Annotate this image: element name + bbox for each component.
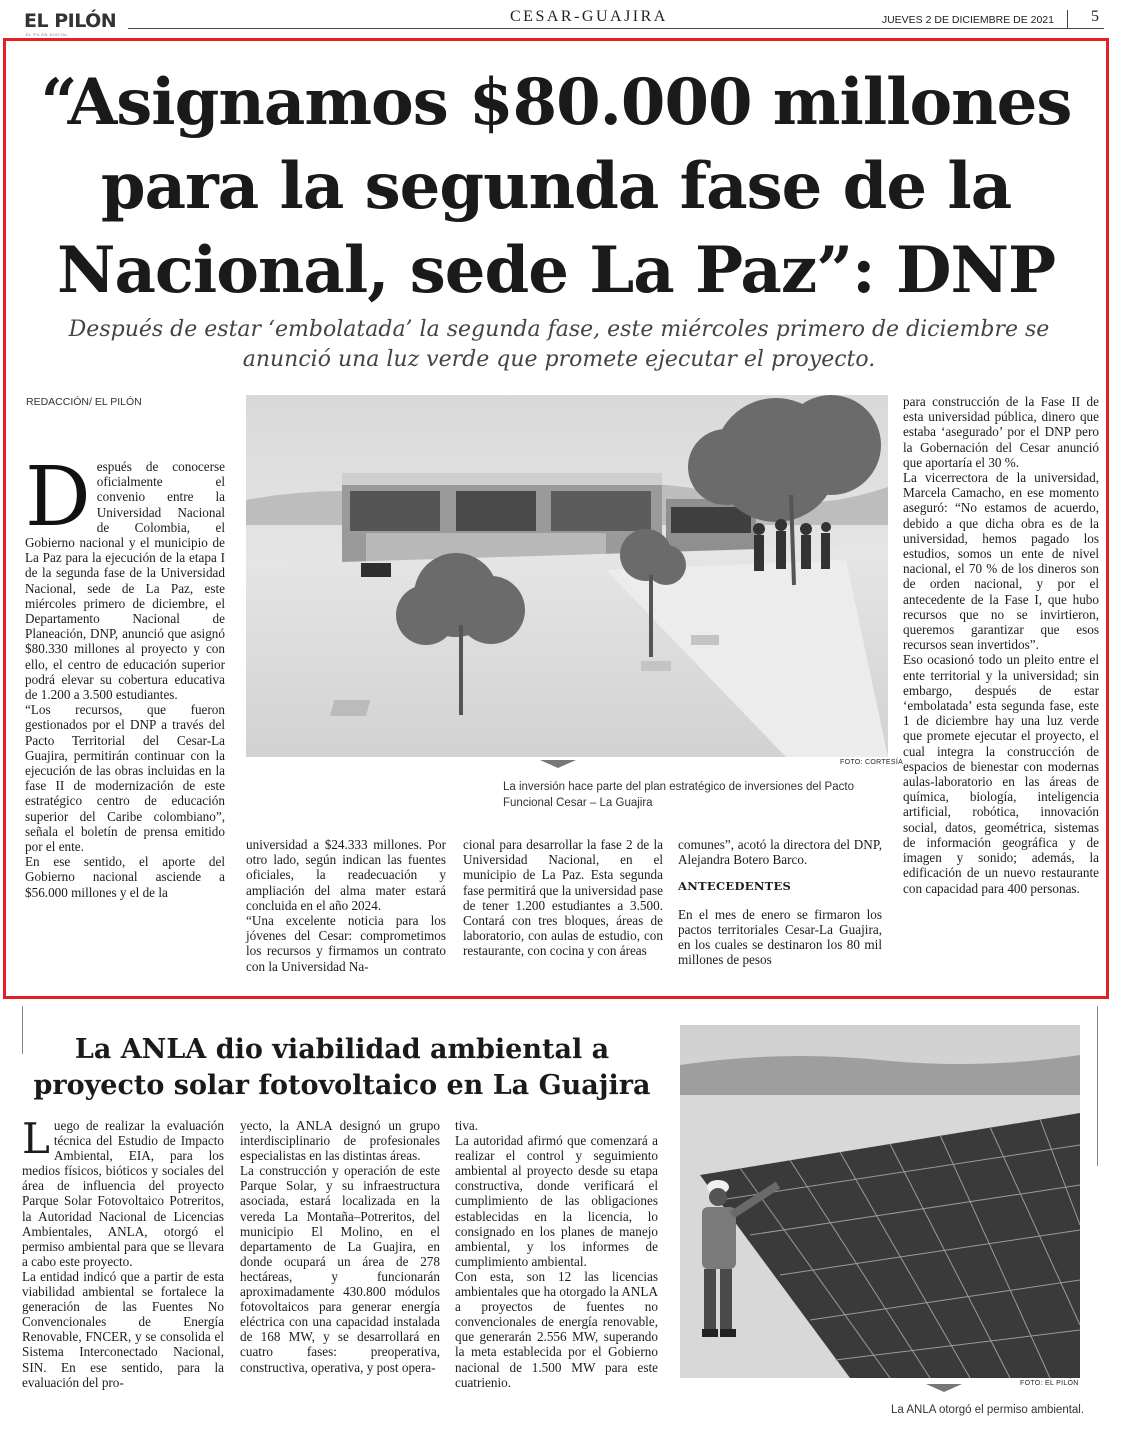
section-name: CESAR-GUAJIRA bbox=[504, 8, 674, 26]
paragraph: “Los recursos, que fueron gestionados por el DNP a través del Pacto Territorial del Cesar-La Guajira, permitirán continuar con la ejecución de las obras incluidas en la fase II de modernización de este estratégico centro de educación superior del Caribe colombiano”, señala el boletín de prensa emitido por el ente. bbox=[25, 702, 225, 855]
caption-pointer-icon bbox=[540, 760, 576, 768]
main-subheadline: Después de estar ‘embolatada’ la segunda fase, este miércoles primero de diciembre se anunció una luz verde que promete ejecutar el proyecto. bbox=[68, 317, 1050, 372]
article-column-4 bbox=[678, 837, 882, 967]
main-headline: “Asignamos $80.000 millones para la segunda fase de la Nacional, sede La Paz”: DNP bbox=[40, 65, 1072, 308]
solar-panels-image bbox=[680, 1025, 1080, 1378]
paragraph: La entidad indicó que a partir de esta viabilidad ambiental se fortalece la generación de las Fuentes No Convencionales de Energía Renovable, FNCER, y se consolida el Sistema Interconectado Nacional, SIN. En ese sentido, para la evaluación del pro- bbox=[22, 1268, 224, 1390]
main-story-box bbox=[3, 38, 1109, 999]
header-rule bbox=[128, 28, 1104, 29]
photo-caption: La inversión hace parte del plan estratégico de inversiones del Pacto Funcional Cesar – La Guajira bbox=[503, 781, 854, 809]
article-column-3 bbox=[463, 837, 663, 959]
article2-column-2 bbox=[240, 1118, 440, 1375]
paragraph: La autoridad afirmó que comenzará a realizar el control y seguimiento ambiental al proyecto desde su etapa constructiva, donde verificará el cumplimiento de las obligaciones establecidas en la licencia, lo consignado en los planes de manejo ambiental, y los informes de cumplimiento ambiental. bbox=[455, 1133, 658, 1269]
logo-tagline: EL PILÓN DIGITAL bbox=[26, 32, 69, 37]
paragraph: Eso ocasionó todo un pleito entre el ente territorial y la universidad; sin embargo, después de estar ‘embolatada’ esta segunda fase, este 1 de diciembre hay una luz verde que promete ejecutar el proyecto, el cual integra la construcción de espacios de bienestar con modernas aulas-laboratorio en las áreas de química, biología, inteligencia artificial, robótica, innovación social, datos, geométrica, sistemas de información geográfica y de imagen y sonido; además, la edificación de un nuevo restaurante con capacidad para 400 personas. bbox=[903, 652, 1099, 896]
header-divider bbox=[1067, 10, 1068, 28]
paragraph: espués de conocerse oficialmente el convenio entre la Universidad Nacional de Colombia, el Gobierno nacional y el municipio de La Paz para la ejecución de la etapa I de la segunda fase de la Universidad Nacional, sede de La Paz, este miércoles primero de diciembre, el Departamento Nacional de Planeación, DNP, anunció que asignó $80.330 millones al proyecto y con ello, el centro de educación superior podrá elevar su cobertura educativa de 1.200 a 3.500 estudiantes. bbox=[25, 459, 225, 703]
article-column-5 bbox=[903, 394, 1099, 896]
paragraph: En el mes de enero se firmaron los pactos territoriales Cesar-La Guajira, en los cuales se destinaron los 80 mil millones de pesos bbox=[678, 906, 882, 968]
article-column-1 bbox=[25, 450, 225, 900]
photo-caption: La ANLA otorgó el permiso ambiental. bbox=[891, 1404, 1085, 1416]
paragraph: uego de realizar la evaluación técnica del Estudio de Impacto Ambiental, EIA, para los medios físicos, bióticos y sociales del área de influencia del proyecto Parque Solar Fotovoltaico Potreritos, la Autoridad Nacional de Licencias Ambientales, ANLA, otorgó el permiso ambiental para que se llevara a cabo este proyecto. bbox=[22, 1118, 224, 1269]
caption-pointer-icon bbox=[926, 1384, 962, 1392]
article2-column-3 bbox=[455, 1118, 658, 1390]
page-number: 5 bbox=[1088, 8, 1102, 26]
paragraph: La construcción y operación de este Parque Solar, y su infraestructura asociada, estará localizada en la vereda La Montaña–Potreritos, del municipio El Molino, en el departamento de La Guajira, en donde ocupará un área de 278 hectáreas, y funcionarán aproximadamente 430.800 módulos fotovoltaicos para generar energía eléctrica con una capacidad instalada de 168 MW, y se desarrollará en cuatro fases: preoperativa, constructiva, operativa, y post opera- bbox=[240, 1163, 440, 1375]
paragraph: cional para desarrollar la fase 2 de la Universidad Nacional, en el municipio de La Paz. Esta segunda fase permitirá que la universidad pase de tener 1.200 estudiantes a 3.500. Contará con tres bloques, áreas de laboratorio, con aulas de estudio, con restaurante, con cocina y con áreas bbox=[463, 837, 663, 959]
section-subtitle: ANTECEDENTES bbox=[678, 879, 792, 894]
university-photo bbox=[246, 395, 888, 757]
photo-credit: FOTO: CORTESÍA bbox=[840, 759, 904, 766]
paragraph: tiva. bbox=[455, 1118, 479, 1133]
drop-cap: D bbox=[25, 450, 91, 545]
paragraph: universidad a $24.333 millones. Por otro lado, según indican las fuentes oficiales, la readecuación y ampliación del alma mater estará concluida en el año 2024. bbox=[246, 837, 446, 913]
paragraph: “Una excelente noticia para los jóvenes del Cesar: comprometimos los recursos y firmamos un contrato con la Universidad Na- bbox=[246, 913, 446, 974]
newspaper-logo: EL PILÓN bbox=[24, 10, 117, 32]
article-column-2 bbox=[246, 837, 446, 974]
issue-date: JUEVES 2 DE DICIEMBRE DE 2021 bbox=[878, 14, 1054, 26]
paragraph: En ese sentido, el aporte del Gobierno nacional asciende a $56.000 millones y el de la bbox=[25, 854, 225, 900]
paragraph: Con esta, son 12 las licencias ambientales que ha otorgado la ANLA a proyectos de fuentes no convencionales de energía renovable, que generarán 2.556 MW, superando la meta establecida por el Gobierno nacional de 1.500 MW para este cuatrienio. bbox=[455, 1268, 659, 1390]
column-rule bbox=[1097, 1006, 1098, 1166]
university-campus-image bbox=[246, 395, 888, 757]
byline: REDACCIÓN/ EL PILÓN bbox=[26, 396, 142, 408]
paragraph: comunes”, acotó la directora del DNP, Alejandra Botero Barco. bbox=[678, 837, 882, 868]
paragraph: yecto, la ANLA designó un grupo interdisciplinario de profesionales especialistas en las distintas áreas. bbox=[240, 1118, 440, 1164]
solar-park-photo bbox=[680, 1025, 1080, 1378]
photo-credit: FOTO: EL PILÓN bbox=[1020, 1380, 1079, 1387]
page-header bbox=[24, 8, 1104, 36]
drop-cap: L bbox=[22, 1114, 50, 1163]
article2-column-1 bbox=[22, 1114, 224, 1390]
second-headline: La ANLA dio viabilidad ambiental a proyecto solar fotovoltaico en La Guajira bbox=[33, 1034, 651, 1101]
paragraph: para construcción de la Fase II de esta universidad pública, dinero que estaba ‘asegurado’ por el DNP pero la Gobernación del Cesar anunció que aportaría el 30 %. bbox=[903, 394, 1099, 470]
paragraph: La vicerrectora de la universidad, Marcela Camacho, en ese momento aseguró: “No estamos de acuerdo, debido a que dicha obra es de la universidad, hemos pagado los estudios, somos un ente de nivel nacional, el 70 % de los dineros son de orden nacional, y por el antecedente de la Fase I, que hubo recursos que no se invirtieron, queremos garantizar que esos recursos sean invertidos”. bbox=[903, 470, 1099, 653]
